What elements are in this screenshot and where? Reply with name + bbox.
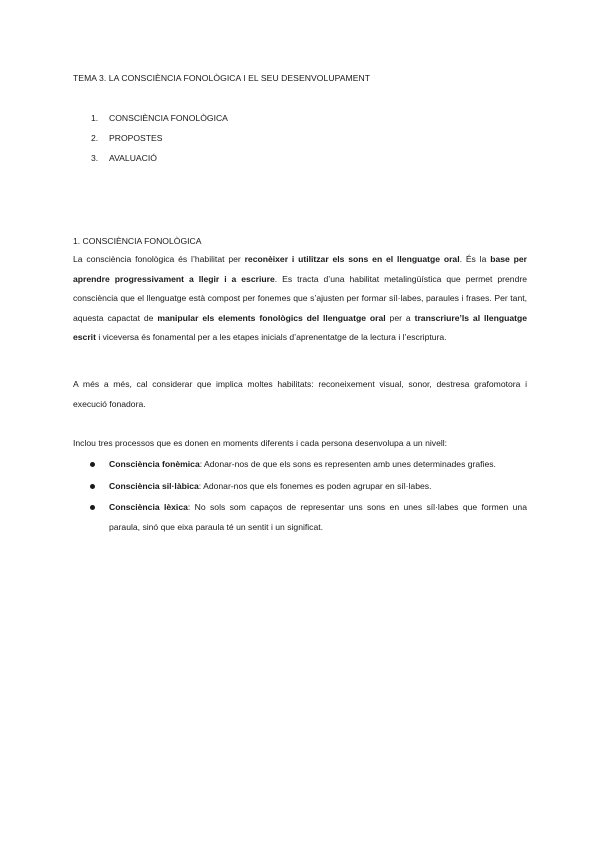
- bold-run: transcriure’ls al llenguatge escrit: [73, 312, 527, 343]
- bold-run: reconèixer i utilitzar els sons en el llenguatge oral: [244, 254, 460, 264]
- bold-run: base per aprendre progressivament a llegir i a escriure: [73, 254, 527, 284]
- paragraph-skills: A més a més, cal considerar que implica moltes habilitats: reconeixement visual, sonor, destresa grafomotora i execució fonadora.: [73, 379, 527, 409]
- list-item: [73, 455, 527, 475]
- list-item: [73, 498, 527, 537]
- section-heading: 1. CONSCIÈNCIA FONOLÒGICA: [73, 236, 202, 246]
- document-title: TEMA 3. LA CONSCIÈNCIA FONOLÒGICA I EL SEU DESENVOLUPAMENT: [73, 73, 371, 83]
- text-run: La consciència fonològica és l’habilitat per: [73, 254, 245, 264]
- toc-number: 2.: [91, 133, 99, 143]
- list-text: : Adonar-nos que els fonemes es poden agrupar en síl·labes.: [198, 480, 432, 491]
- list-item: [73, 477, 527, 497]
- toc-item: [91, 133, 228, 153]
- bullet-icon: [90, 462, 95, 467]
- paragraph-definition: [73, 250, 527, 348]
- list-text: : No sols som capaços de representar uns sons en unes síl·labes que formen una paraula, sinó que eixa paraula té un sentit i un significat.: [109, 502, 527, 532]
- table-of-contents: [91, 113, 228, 173]
- list-term: Consciència fonèmica: [109, 459, 200, 469]
- toc-label: PROPOSTES: [109, 133, 163, 143]
- bullet-icon: [90, 484, 95, 489]
- text-run: . És la: [459, 254, 491, 264]
- toc-number: 3.: [91, 153, 99, 163]
- paragraph-processes-intro: Inclou tres processos que es donen en moments diferents i cada persona desenvolupa a un nivell:: [73, 438, 448, 448]
- text-run: per a: [385, 312, 415, 323]
- bold-run: manipular els elements fonològics del llenguatge oral: [157, 312, 386, 323]
- toc-label: AVALUACIÓ: [109, 153, 157, 163]
- bullet-icon: [90, 505, 95, 510]
- list-text: : Adonar-nos de que els sons es representen amb unes determinades grafies.: [199, 459, 496, 469]
- toc-number: 1.: [91, 113, 99, 123]
- text-run: i viceversa és fonamental per a les etapes inicials d’aprenentatge de la lectura i l’escriptura.: [95, 332, 447, 343]
- toc-item: [91, 113, 228, 133]
- toc-label: CONSCIÈNCIA FONOLÒGICA: [109, 113, 228, 123]
- list-term: Consciència lèxica: [109, 502, 188, 513]
- text-run: . Es tracta d’una habilitat metalingüística que permet prendre consciència que el llenguatge està compost per fonemes que s’ajusten per formar síl·labes, paraules i frases. Per tant, aquesta capactat de: [73, 273, 528, 323]
- toc-item: [91, 153, 228, 173]
- process-list: [73, 455, 527, 539]
- list-term: Consciència sil·làbica: [109, 480, 199, 491]
